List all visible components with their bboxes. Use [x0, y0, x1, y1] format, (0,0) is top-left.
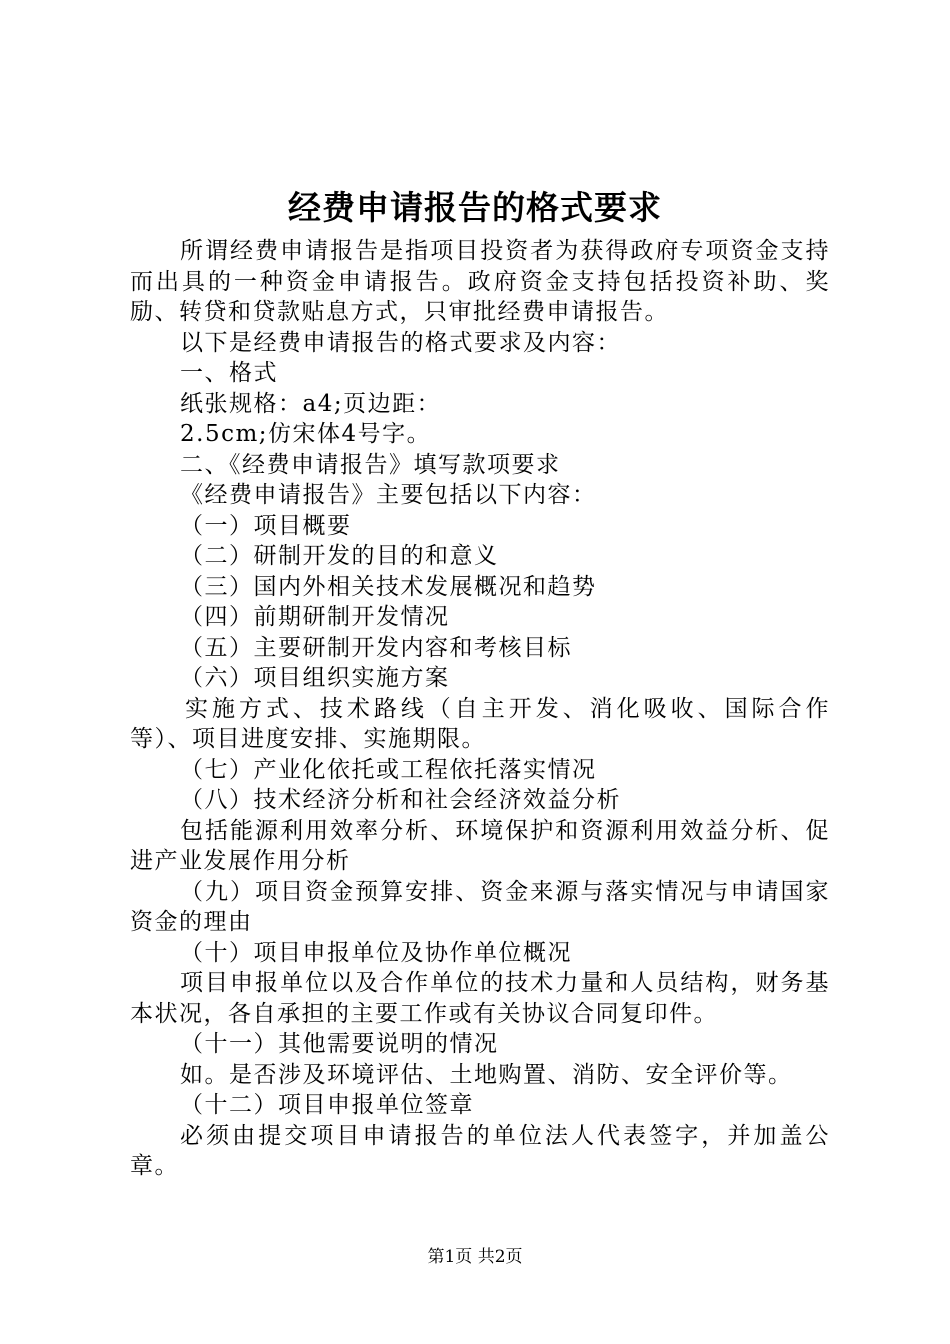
list-item-2: （二）研制开发的目的和意义 — [180, 543, 499, 569]
document-title: 经费申请报告的格式要求 — [288, 188, 662, 227]
paragraph-intro: 所谓经费申请报告是指项目投资者为获得政府专项资金支持而出具的一种资金申请报告。政府资金支持包括投资补助、奖励、转贷和贷款贴息方式，只审批经费申请报告。 — [130, 238, 830, 325]
list-item-10: （十）项目申报单位及协作单位概况 — [180, 939, 572, 966]
list-item-8-detail: 包括能源利用效率分析、环境保护和资源利用效益分析、促进产业发展作用分析 — [130, 817, 830, 874]
paragraph-contents-intro: 《经费申请报告》主要包括以下内容： — [180, 482, 597, 508]
list-item-6-detail: 实施方式、技术路线（自主开发、消化吸收、国际合作等）、项目进度安排、实施期限。 — [130, 695, 830, 752]
list-item-11: （十一）其他需要说明的情况 — [180, 1031, 499, 1057]
list-item-9: （九）项目资金预算安排、资金来源与落实情况与申请国家资金的理由 — [130, 878, 830, 935]
list-item-1: （一）项目概要 — [180, 512, 352, 539]
list-item-5: （五）主要研制开发内容和考核目标 — [180, 634, 572, 661]
section-heading-items: 二、《经费申请报告》填写款项要求 — [180, 451, 561, 478]
page-number-footer: 第1页 共2页 — [427, 1247, 523, 1267]
list-item-7: （七）产业化依托或工程依托落实情况 — [180, 756, 597, 783]
list-item-11-detail: 如。是否涉及环境评估、土地购置、消防、安全评价等。 — [180, 1061, 793, 1088]
document-body — [130, 236, 830, 1182]
list-item-10-detail: 项目申报单位以及合作单位的技术力量和人员结构，财务基本状况，各自承担的主要工作或有关协议合同复印件。 — [130, 970, 830, 1027]
list-item-12-detail: 必须由提交项目申请报告的单位法人代表签字，并加盖公章。 — [130, 1122, 830, 1179]
list-item-4: （四）前期研制开发情况 — [180, 604, 450, 630]
list-item-3: （三）国内外相关技术发展概况和趋势 — [180, 573, 597, 600]
list-item-12: （十二）项目申报单位签章 — [180, 1092, 474, 1118]
section-heading-format: 一、格式 — [180, 360, 278, 386]
paragraph-paper-spec: 纸张规格：a4;页边距： — [180, 390, 442, 417]
list-item-8: （八）技术经济分析和社会经济效益分析 — [180, 787, 621, 813]
paragraph-lead-in: 以下是经费申请报告的格式要求及内容： — [180, 329, 621, 356]
paragraph-font-spec: 2.5cm;仿宋体4号字。 — [180, 421, 432, 447]
list-item-6: （六）项目组织实施方案 — [180, 665, 450, 691]
